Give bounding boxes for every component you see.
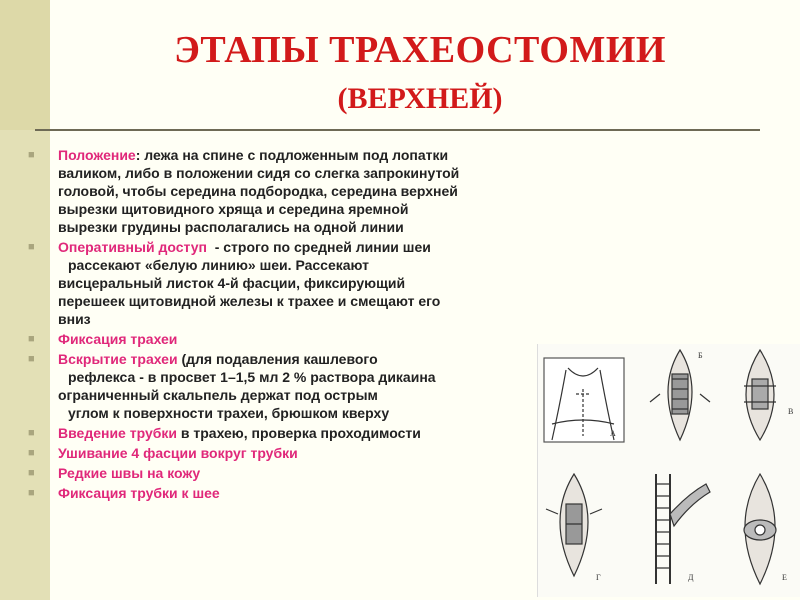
- panel-label-f: Е: [782, 573, 787, 582]
- item-text: рассекают «белую линию» шеи. Рассекают: [68, 257, 369, 273]
- title-divider: [35, 129, 760, 131]
- bullet-square-icon: ■: [28, 149, 35, 161]
- item-text: валиком, либо в положении сидя со слегка запрокинутой: [58, 165, 460, 181]
- item-label: Редкие швы на кожу: [58, 465, 201, 481]
- item-text: : лежа на спине с подложенным под лопатки: [135, 147, 449, 163]
- panel-label-a: А: [610, 429, 616, 438]
- item-text: рефлекса - в просвет 1–1,5 мл 2 % раствора дикаина: [68, 369, 436, 385]
- bullet-square-icon: ■: [28, 447, 35, 459]
- item-text: вырезки грудины располагались на одной линии: [58, 219, 404, 235]
- panel-d-trachea: [546, 474, 602, 576]
- item-label: Положение: [58, 147, 136, 163]
- item-text: - строго по средней линии шеи: [206, 239, 431, 255]
- surgical-stages-drawing: [538, 344, 800, 597]
- slide-subtitle: (ВЕРХНЕЙ): [337, 82, 503, 115]
- item-label: Ушивание 4 фасции вокруг трубки: [58, 445, 298, 461]
- item-label: Введение трубки: [58, 425, 177, 441]
- list-item: [28, 330, 588, 348]
- panel-c-incision: [744, 350, 776, 440]
- item-text: висцеральный листок 4-й фасции, фиксирующий: [58, 275, 406, 291]
- bullet-square-icon: ■: [28, 427, 35, 439]
- panel-label-b: Б: [698, 351, 703, 360]
- steps-list: [28, 146, 588, 504]
- panel-b-incision: [650, 350, 710, 440]
- item-text: вниз: [58, 311, 91, 327]
- item-label: Фиксация трахеи: [58, 331, 178, 347]
- list-item: [28, 464, 588, 482]
- list-item: [28, 238, 588, 328]
- item-text: ограниченный скальпель держат под острым: [58, 387, 378, 403]
- item-text: в трахею, проверка проходимости: [177, 425, 421, 441]
- tracheostomy-illustration: [537, 344, 800, 597]
- bullet-square-icon: ■: [28, 241, 35, 253]
- item-text: углом к поверхности трахеи, брюшком кверху: [68, 405, 390, 421]
- panel-e-tube: [656, 474, 710, 584]
- panel-label-c: В: [788, 407, 794, 416]
- list-item: [28, 424, 588, 442]
- slide-title: ЭТАПЫ ТРАХЕОСТОМИИ: [174, 29, 666, 71]
- item-label: Фиксация трубки к шее: [58, 485, 220, 501]
- panel-label-e: Д: [688, 573, 694, 582]
- panel-label-d: Г: [596, 573, 601, 582]
- bullet-square-icon: ■: [28, 467, 35, 479]
- left-sidebar-bar-top: [0, 0, 50, 130]
- panel-f-tube-fixed: [744, 474, 776, 584]
- bullet-square-icon: ■: [28, 487, 35, 499]
- bullet-square-icon: ■: [28, 353, 35, 365]
- bullet-square-icon: ■: [28, 333, 35, 345]
- list-item: [28, 484, 588, 502]
- list-item: [28, 146, 588, 236]
- item-text: (для подавления кашлевого: [177, 351, 378, 367]
- list-item: [28, 444, 588, 462]
- item-text: вырезки щитовидного хряща и середина яремной: [58, 201, 409, 217]
- item-label: Вскрытие трахеи: [58, 351, 178, 367]
- item-text: перешеек щитовидной железы к трахее и смещают его: [58, 293, 441, 309]
- list-item: [28, 350, 588, 422]
- item-label: Оперативный доступ: [58, 239, 207, 255]
- item-text: головой, чтобы середина подбородка, середина верхней: [58, 183, 458, 199]
